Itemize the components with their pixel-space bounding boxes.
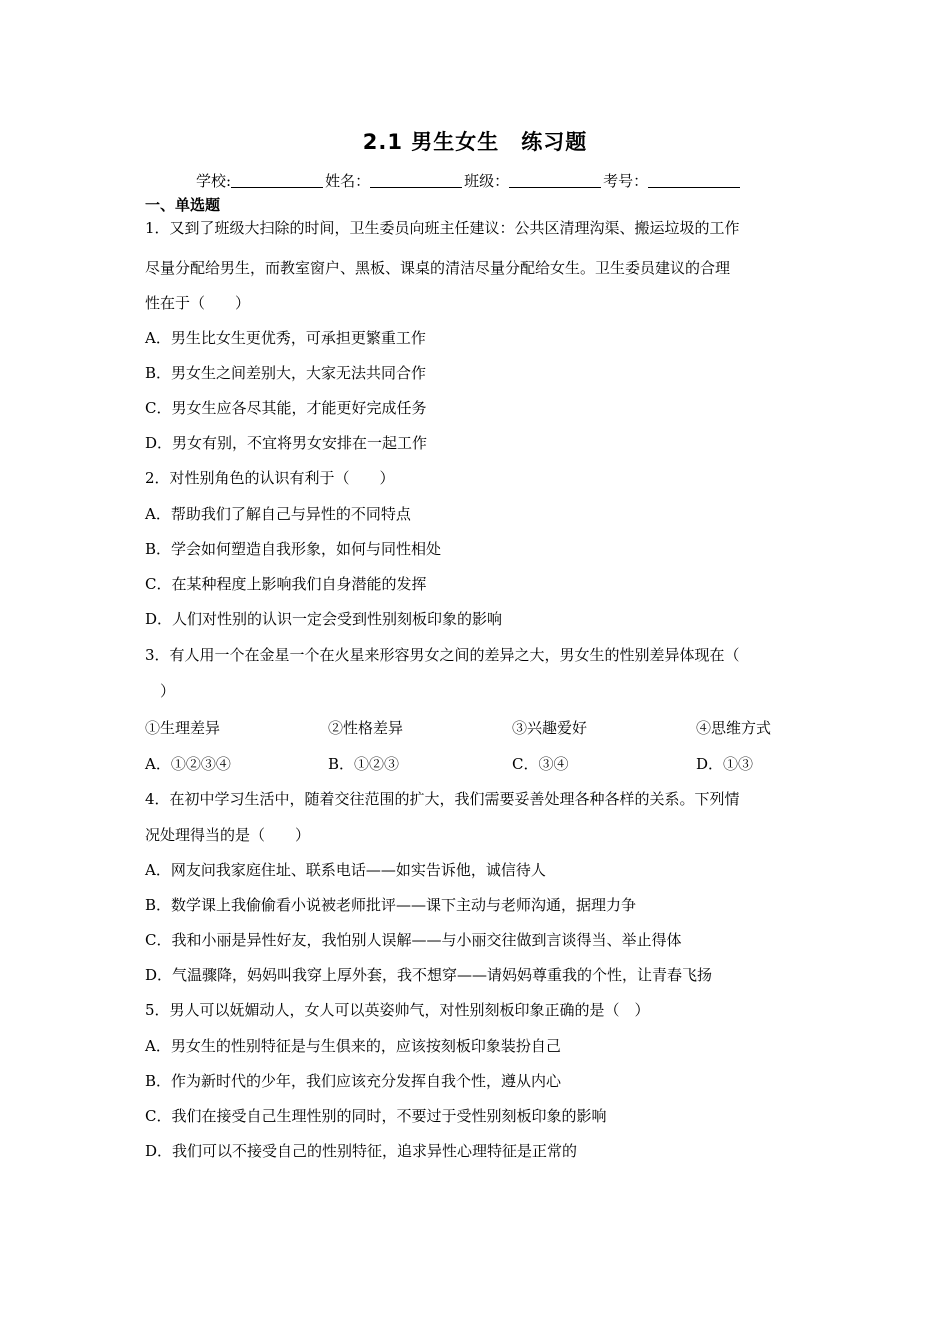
q4-option-b: B．数学课上我偷偷看小说被老师批评——课下主动与老师沟通，据理力争	[145, 896, 637, 914]
q2-option-c: C．在某种程度上影响我们自身潜能的发挥	[145, 575, 427, 593]
page-title: 2.1 男生女生 练习题	[362, 130, 588, 154]
student-info-line	[196, 170, 742, 191]
q2-option-b: B．学会如何塑造自我形象，如何与同性相处	[145, 540, 442, 558]
school-label: 学校:	[196, 172, 232, 190]
q3-item: ①生理差异	[145, 719, 221, 737]
q2-option-a: A．帮助我们了解自己与异性的不同特点	[145, 505, 411, 523]
q1-option-d: D．男女有别，不宜将男女安排在一起工作	[145, 434, 428, 452]
q1-option-c: C．男女生应各尽其能，才能更好完成任务	[145, 399, 427, 417]
q4-option-c: C．我和小丽是异性好友，我怕别人误解——与小丽交往做到言谈得当、举止得体	[145, 931, 682, 949]
q5-option-d: D．我们可以不接受自己的性别特征，追求异性心理特征是正常的	[145, 1142, 578, 1160]
q4-stem-line: 4．在初中学习生活中，随着交往范围的扩大，我们需要妥善处理各种各样的关系。下列情	[145, 790, 740, 808]
q3-stem-line: ）	[145, 682, 176, 700]
q3-option-c: C．③④	[512, 755, 569, 773]
q3-option-a: A．①②③④	[145, 755, 231, 773]
q2-stem: 2．对性别角色的认识有利于（ ）	[145, 469, 395, 487]
class-blank[interactable]	[509, 173, 601, 188]
q5-option-b: B．作为新时代的少年，我们应该充分发挥自我个性，遵从内心	[145, 1072, 562, 1090]
q5-option-c: C．我们在接受自己生理性别的同时，不要过于受性别刻板印象的影响	[145, 1107, 607, 1125]
q3-item: ③兴趣爱好	[512, 719, 588, 737]
name-blank[interactable]	[370, 173, 462, 188]
q1-stem-line: 1．又到了班级大扫除的时间，卫生委员向班主任建议：公共区清理沟渠、搬运垃圾的工作	[145, 219, 740, 237]
class-label: 班级：	[464, 172, 510, 190]
section-heading: 一、单选题	[145, 196, 221, 214]
exam-no-label: 考号：	[603, 172, 649, 190]
q3-item: ②性格差异	[328, 719, 404, 737]
q1-option-b: B．男女生之间差别大，大家无法共同合作	[145, 364, 427, 382]
q5-option-a: A．男女生的性别特征是与生俱来的，应该按刻板印象装扮自己	[145, 1037, 561, 1055]
name-label: 姓名：	[325, 172, 371, 190]
q4-option-a: A．网友问我家庭住址、联系电话——如实告诉他，诚信待人	[145, 861, 546, 879]
exam-no-blank[interactable]	[648, 173, 740, 188]
school-blank[interactable]	[231, 173, 323, 188]
q5-stem: 5．男人可以妩媚动人，女人可以英姿帅气，对性别刻板印象正确的是（ ）	[145, 1001, 650, 1019]
q4-stem-line: 况处理得当的是（ ）	[145, 826, 311, 844]
q3-stem-line: 3．有人用一个在金星一个在火星来形容男女之间的差异之大，男女生的性别差异体现在（	[145, 646, 740, 664]
q3-option-b: B．①②③	[328, 755, 400, 773]
q3-item: ④思维方式	[696, 719, 772, 737]
q1-stem-line: 性在于（ ）	[145, 294, 251, 312]
q3-option-d: D．①③	[696, 755, 754, 773]
q4-option-d: D．气温骤降，妈妈叫我穿上厚外套，我不想穿——请妈妈尊重我的个性，让青春飞扬	[145, 966, 713, 984]
q1-option-a: A．男生比女生更优秀，可承担更繁重工作	[145, 329, 426, 347]
q1-stem-line: 尽量分配给男生，而教室窗户、黑板、课桌的清洁尽量分配给女生。卫生委员建议的合理	[145, 259, 731, 277]
q2-option-d: D．人们对性别的认识一定会受到性别刻板印象的影响	[145, 610, 503, 628]
